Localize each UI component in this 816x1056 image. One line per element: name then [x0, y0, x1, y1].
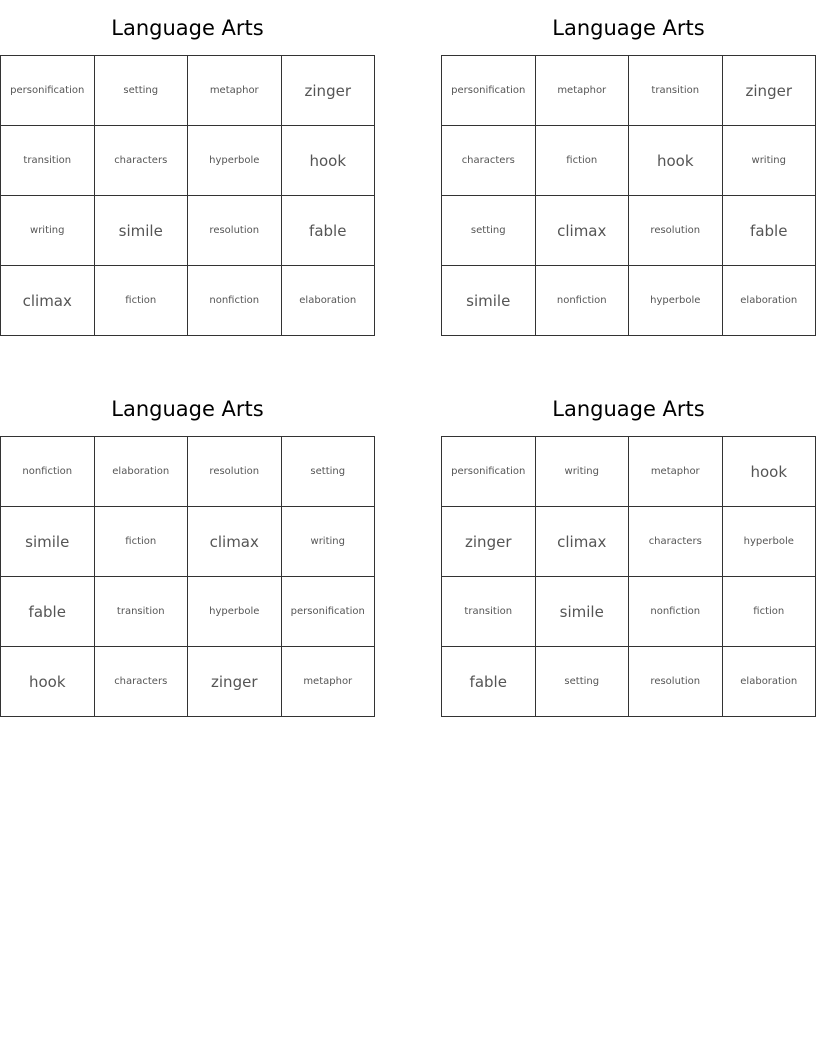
grid-cell: fable	[442, 647, 536, 717]
grid-cell: transition	[629, 56, 723, 126]
grid-cell: elaboration	[723, 647, 816, 717]
grid-cell: fable	[1, 577, 95, 647]
grid-cell: writing	[1, 196, 95, 266]
grid-cell: fable	[282, 196, 376, 266]
grid-cell: writing	[723, 126, 816, 196]
grid-cell: zinger	[282, 56, 376, 126]
grid-cell: fiction	[536, 126, 630, 196]
grid-cell: fiction	[95, 266, 189, 336]
grid-cell: setting	[282, 437, 376, 507]
grid-cell: transition	[1, 126, 95, 196]
grid-cell: metaphor	[536, 56, 630, 126]
grid-cell: elaboration	[282, 266, 376, 336]
grid-cell: simile	[95, 196, 189, 266]
grid-cell: hook	[282, 126, 376, 196]
grid-cell: nonfiction	[188, 266, 282, 336]
grid-cell: hyperbole	[188, 126, 282, 196]
bingo-grid	[0, 436, 375, 717]
grid-cell: resolution	[188, 437, 282, 507]
grid-cell: metaphor	[629, 437, 723, 507]
grid-cell: elaboration	[723, 266, 816, 336]
grid-cell: metaphor	[282, 647, 376, 717]
grid-cell: setting	[536, 647, 630, 717]
grid-cell: zinger	[442, 507, 536, 577]
card-title: Language Arts	[111, 397, 264, 421]
grid-cell: transition	[95, 577, 189, 647]
grid-cell: setting	[442, 196, 536, 266]
grid-cell: characters	[95, 126, 189, 196]
bingo-card-1	[0, 0, 375, 336]
grid-cell: resolution	[188, 196, 282, 266]
grid-cell: hyperbole	[188, 577, 282, 647]
card-title: Language Arts	[111, 16, 264, 40]
bingo-card-4	[441, 381, 816, 717]
grid-cell: resolution	[629, 196, 723, 266]
grid-cell: characters	[629, 507, 723, 577]
grid-cell: personification	[1, 56, 95, 126]
grid-cell: hook	[723, 437, 816, 507]
bingo-card-3	[0, 381, 375, 717]
grid-cell: hook	[629, 126, 723, 196]
grid-cell: transition	[442, 577, 536, 647]
grid-cell: resolution	[629, 647, 723, 717]
grid-cell: climax	[188, 507, 282, 577]
grid-cell: hyperbole	[723, 507, 816, 577]
bingo-card-2	[441, 0, 816, 336]
grid-cell: elaboration	[95, 437, 189, 507]
card-title: Language Arts	[552, 397, 705, 421]
grid-cell: hyperbole	[629, 266, 723, 336]
grid-cell: zinger	[723, 56, 816, 126]
grid-cell: climax	[536, 507, 630, 577]
grid-cell: setting	[95, 56, 189, 126]
grid-cell: nonfiction	[536, 266, 630, 336]
grid-cell: personification	[442, 437, 536, 507]
grid-cell: fiction	[723, 577, 816, 647]
grid-cell: writing	[282, 507, 376, 577]
bingo-grid	[441, 436, 816, 717]
grid-cell: simile	[1, 507, 95, 577]
bingo-grid	[0, 55, 375, 336]
grid-cell: nonfiction	[1, 437, 95, 507]
grid-cell: characters	[442, 126, 536, 196]
grid-cell: hook	[1, 647, 95, 717]
grid-cell: personification	[282, 577, 376, 647]
grid-cell: climax	[1, 266, 95, 336]
grid-cell: climax	[536, 196, 630, 266]
card-title: Language Arts	[552, 16, 705, 40]
grid-cell: fable	[723, 196, 816, 266]
grid-cell: metaphor	[188, 56, 282, 126]
grid-cell: characters	[95, 647, 189, 717]
grid-cell: writing	[536, 437, 630, 507]
grid-cell: nonfiction	[629, 577, 723, 647]
grid-cell: simile	[442, 266, 536, 336]
grid-cell: personification	[442, 56, 536, 126]
grid-cell: fiction	[95, 507, 189, 577]
bingo-grid	[441, 55, 816, 336]
grid-cell: zinger	[188, 647, 282, 717]
grid-cell: simile	[536, 577, 630, 647]
